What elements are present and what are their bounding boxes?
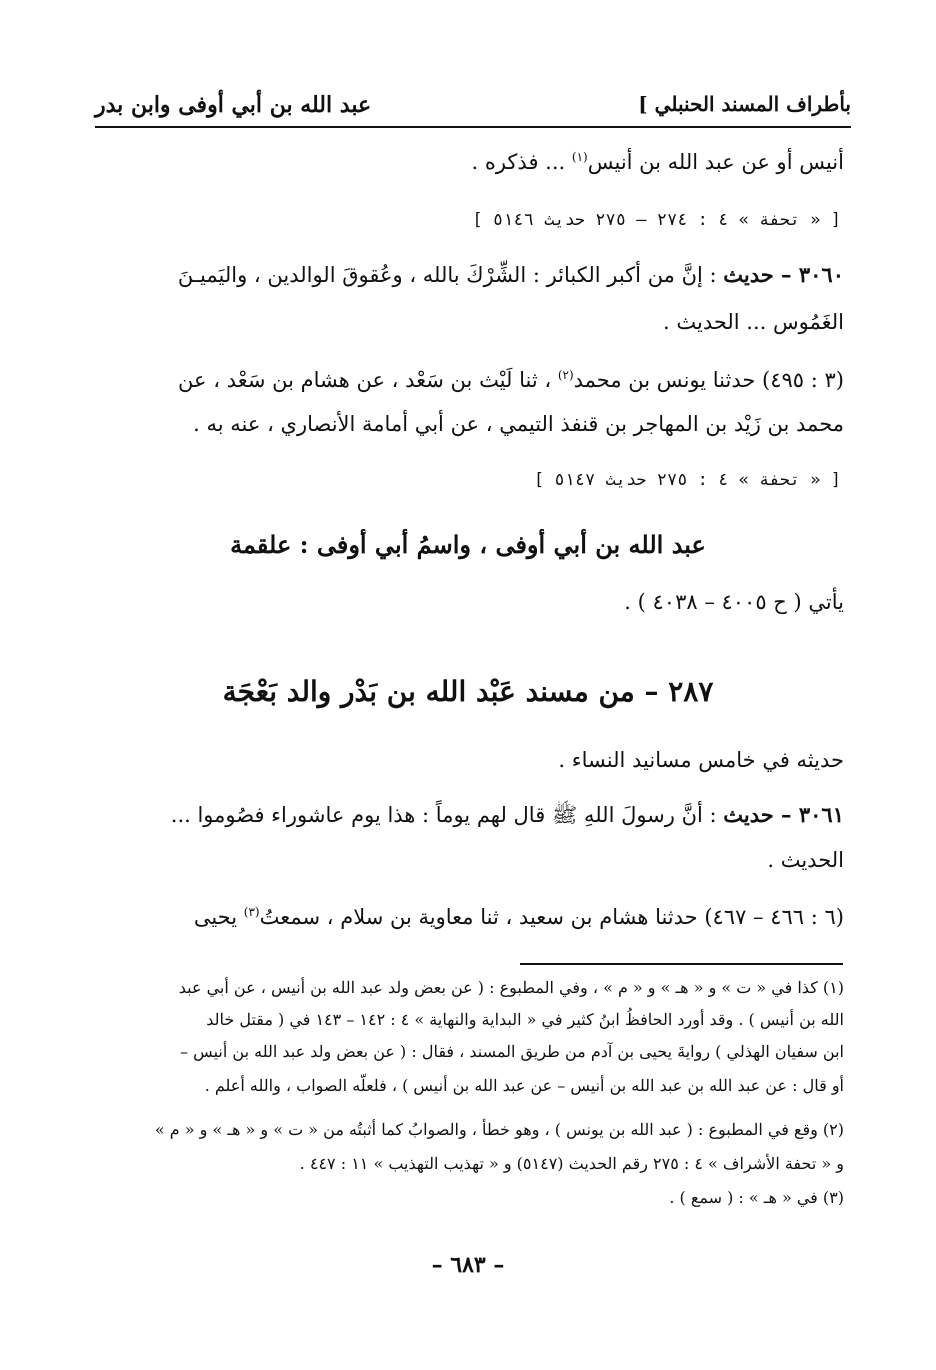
footnote-divider (520, 963, 843, 965)
footnote-ref-1[interactable]: (١) (571, 150, 588, 164)
isnad-3060-line1: (٣ : ٤٩٥) حدثنا يونس بن محمد$^{(٢)}$ ، ثنا لَيْث بن سَعْد ، عن هشام بن سَعْد ، عن (178, 368, 844, 392)
hadith-3060-text-line2: الغَمُوس ... الحديث . (663, 310, 844, 334)
book-title: بأطراف المسند الحنبلي ] (638, 92, 851, 116)
tuhfa-reference-5147: [ « تحفة » ٤ : ٢٧٥ حديث ٥١٤٧ ] (533, 470, 841, 490)
hadith-3061-text-line2: الحديث . (767, 848, 844, 872)
footnote-1-line4: أو قال : عن عبد الله بن عبد الله بن أنيس – عن عبد الله بن أنيس ) ، فلعلّه الصواب ، والله أعلم . (204, 1076, 844, 1095)
hadith-number: ٣٠٦١ – حديث (723, 802, 844, 827)
hadith-3061-text-line1: ٣٠٦١ – حديث : أنَّ رسولَ اللهِ ﷺ قال لهم يوماً : هذا يوم عاشوراء فصُوموا ... (170, 802, 844, 827)
running-header (95, 90, 851, 128)
section-intro: حديثه في خامس مسانيد النساء . (558, 748, 844, 772)
footnote-1-line2: الله بن أنيس ) . وقد أورد الحافظُ ابنُ كثير في « البداية والنهاية » ٤ : ١٤٢ – ١٤٣ في ( مقتل خالد (206, 1010, 844, 1029)
hadith-number: ٣٠٦٠ – حديث (723, 262, 844, 287)
isnad-3061-line1: (٦ : ٤٦٦ – ٤٦٧) حدثنا هشام بن سعيد ، ثنا معاوية بن سلام ، سمعتُ$^{(٣)}$ يحيى (193, 905, 844, 929)
footnote-2-line1: (٢) وقع في المطبوع : ( عبد الله بن يونس ) ، وهو خطأ ، والصوابُ كما أثبتُه من « ت » و « هـ » و « م » (154, 1120, 844, 1139)
isnad-3060-line2: محمد بن زَيْد بن المهاجر بن قنفذ التيمي ، عن أبي أمامة الأنصاري ، عنه به . (193, 412, 844, 436)
footnote-2-line2: و « تحفة الأشراف » ٤ : ٢٧٥ رقم الحديث (٥١٤٧) و « تهذيب التهذيب » ١١ : ٤٤٧ . (299, 1154, 844, 1173)
footnote-3-line1: (٣) في « هـ » : ( سمع ) . (669, 1188, 844, 1207)
see-reference-line: يأتي ( ح ٤٠٠٥ – ٤٠٣٨ ) . (624, 590, 844, 614)
footnote-1-line3: ابن سفيان الهذلي ) روايةَ يحيى بن آدم من طريق المسند ، فقال : ( عن بعض ولد عبد الله بن أنيس – (180, 1042, 844, 1061)
section-title: عبد الله بن أبي أوفى وابن بدر (95, 92, 372, 118)
page-number: – ٦٨٣ – (431, 1252, 505, 1278)
footnote-ref-2[interactable]: (٢) (557, 368, 574, 382)
tuhfa-reference-5146: [ « تحفة » ٤ : ٢٧٤ – ٢٧٥ حديث ٥١٤٦ ] (472, 210, 841, 230)
footnote-ref-3[interactable]: (٣) (243, 905, 260, 919)
continuation-line: أنيس أو عن عبد الله بن أنيس$^{(١)}$ ... فذكره . (471, 150, 844, 174)
footnote-1-line1: (١) كذا في « ت » و « هـ » و « م » ، وفي المطبوع : ( عن بعض ولد عبد الله بن أنيس ، عن أبي عبد (178, 978, 844, 997)
hadith-3060-text-line1: ٣٠٦٠ – حديث : إنَّ من أكبر الكبائر : الشِّرْكَ بالله ، وعُقوقَ الوالدين ، واليَميـنَ (177, 262, 844, 287)
section-heading-287: ٢٨٧ – من مسند عَبْد الله بن بَدْر والد بَعْجَة (222, 675, 714, 708)
subheading-ibn-abi-awfa: عبد الله بن أبي أوفى ، واسمُ أبي أوفى : علقمة (230, 530, 706, 559)
